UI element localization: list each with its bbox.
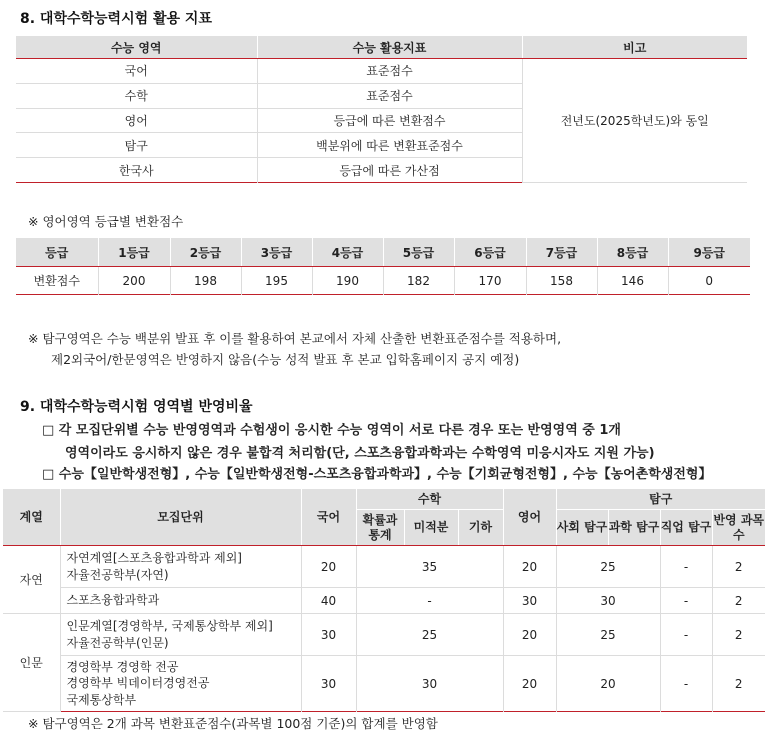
vocational-cell: - — [660, 656, 712, 712]
indicator-cell: 표준점수 — [257, 83, 522, 108]
grade-header: 2등급 — [170, 238, 241, 267]
unit-line: 경영학부 빅데이터경영전공 — [66, 676, 210, 691]
math-cell: 30 — [356, 656, 503, 712]
table-row — [3, 656, 765, 712]
score-cell: 182 — [383, 267, 454, 295]
english-cell: 20 — [503, 546, 556, 588]
grade-header: 등급 — [16, 238, 98, 267]
inquiry-cell: 30 — [556, 588, 660, 614]
grade-header: 3등급 — [241, 238, 312, 267]
count-cell: 2 — [712, 656, 765, 712]
unit-line: 국제통상학부 — [66, 692, 137, 707]
unit-line: 스포츠융합과학과 — [66, 593, 160, 608]
english-cell: 30 — [503, 588, 556, 614]
korean-cell: 30 — [301, 614, 356, 656]
unit-cell — [60, 656, 301, 712]
indicator-cell: 백분위에 따른 변환표준점수 — [257, 133, 522, 158]
inquiry-note-line1: ※ 탐구영역은 수능 백분위 발표 후 이를 활용하여 본교에서 자체 산출한 변환표준점수를 적용하며, — [28, 331, 562, 346]
bullet1-line1: □ 각 모집단위별 수능 반영영역과 수험생이 응시한 수능 영역이 서로 다른 경우 또는 반영영역 중 1개 — [42, 423, 621, 438]
table-row — [16, 267, 750, 295]
table-row — [3, 588, 765, 614]
score-cell: 195 — [241, 267, 312, 295]
score-cell: 198 — [170, 267, 241, 295]
col-header-inquiry: 탐구 — [556, 489, 765, 510]
col-header-area: 수능 영역 — [16, 36, 257, 59]
count-cell: 2 — [712, 588, 765, 614]
col-header-vocational: 직업 탐구 — [660, 510, 712, 546]
reflection-ratio-table — [3, 488, 765, 712]
inquiry-note-line2: 제2외국어/한문영역은 반영하지 않음(수능 성적 발표 후 본교 입학홈페이지 공지 예정) — [51, 352, 520, 367]
unit-cell — [60, 614, 301, 656]
count-cell: 2 — [712, 614, 765, 656]
score-cell: 158 — [526, 267, 597, 295]
english-cell: 20 — [503, 656, 556, 712]
grade-header: 5등급 — [383, 238, 454, 267]
col-header-social: 사회 탐구 — [556, 510, 608, 546]
col-header-remark: 비고 — [522, 36, 747, 59]
score-cell: 190 — [312, 267, 383, 295]
korean-cell: 20 — [301, 546, 356, 588]
inquiry-cell: 20 — [556, 656, 660, 712]
col-header-math: 수학 — [356, 489, 503, 510]
indicator-table — [16, 36, 747, 183]
table-row — [3, 614, 765, 656]
korean-cell: 30 — [301, 656, 356, 712]
score-cell: 200 — [98, 267, 170, 295]
col-header-unit: 모집단위 — [60, 489, 301, 546]
area-cell: 국어 — [16, 59, 257, 84]
col-header-indicator: 수능 활용지표 — [257, 36, 522, 59]
remark-cell: 전년도(2025학년도)와 동일 — [522, 59, 747, 183]
vocational-cell: - — [660, 614, 712, 656]
area-cell: 영어 — [16, 108, 257, 133]
col-header-geometry: 기하 — [458, 510, 503, 546]
math-cell: 35 — [356, 546, 503, 588]
unit-line: 자율전공학부(자연) — [66, 567, 169, 582]
inquiry-footnote: ※ 탐구영역은 2개 과목 변환표준점수(과목별 100점 기준)의 합계를 반영함 — [28, 716, 438, 731]
grade-header: 4등급 — [312, 238, 383, 267]
score-cell: 0 — [668, 267, 750, 295]
korean-cell: 40 — [301, 588, 356, 614]
bullet1-line2: 영역이라도 응시하지 않은 경우 불합격 처리함(단, 스포츠융합과학과는 수학영역 미응시자도 지원 가능) — [65, 446, 655, 461]
area-cell: 한국사 — [118, 163, 154, 178]
unit-cell — [60, 546, 301, 588]
area-cell: 수학 — [16, 83, 257, 108]
english-cell: 20 — [503, 614, 556, 656]
col-header-subject-count: 반영 과목수 — [712, 510, 765, 546]
unit-line: 자율전공학부(인문) — [66, 635, 169, 650]
score-cell: 170 — [454, 267, 526, 295]
grade-header: 6등급 — [454, 238, 526, 267]
field-cell: 자연 — [3, 546, 60, 614]
unit-line: 경영학부 경영학 전공 — [66, 660, 179, 675]
grade-header: 9등급 — [668, 238, 750, 267]
area-cell: 탐구 — [16, 133, 257, 158]
grade-header: 7등급 — [526, 238, 597, 267]
unit-line: 인문계열[경영학부, 국제통상학부 제외] — [66, 619, 273, 634]
indicator-cell: 표준점수 — [257, 59, 522, 84]
vocational-cell: - — [660, 588, 712, 614]
section8-title: 8. 대학수학능력시험 활용 지표 — [20, 11, 212, 27]
grade-header: 1등급 — [98, 238, 170, 267]
table-row — [3, 546, 765, 588]
english-caption: ※ 영어영역 등급별 변환점수 — [28, 214, 184, 229]
col-header-korean: 국어 — [301, 489, 356, 546]
col-header-field: 계열 — [3, 489, 60, 546]
math-cell: - — [356, 588, 503, 614]
inquiry-cell: 25 — [556, 614, 660, 656]
field-cell: 인문 — [3, 614, 60, 712]
indicator-cell: 등급에 따른 가산점 — [257, 158, 522, 183]
inquiry-cell: 25 — [556, 546, 660, 588]
bullet2: □ 수능【일반학생전형】, 수능【일반학생전형-스포츠융합과학과】, 수능【기회균형전형】, 수능【농어촌학생전형】 — [42, 467, 712, 482]
col-header-science: 과학 탐구 — [608, 510, 660, 546]
indicator-cell: 등급에 따른 변환점수 — [257, 108, 522, 133]
col-header-calculus: 미적분 — [404, 510, 458, 546]
count-cell: 2 — [712, 546, 765, 588]
score-cell: 146 — [597, 267, 668, 295]
grade-header: 8등급 — [597, 238, 668, 267]
unit-cell — [60, 588, 301, 614]
unit-line: 자연계열[스포츠융합과학과 제외] — [66, 551, 242, 566]
math-cell: 25 — [356, 614, 503, 656]
col-header-english: 영어 — [503, 489, 556, 546]
row-label: 변환점수 — [33, 274, 80, 288]
section9-title: 9. 대학수학능력시험 영역별 반영비율 — [20, 399, 253, 415]
vocational-cell: - — [660, 546, 712, 588]
english-score-table — [16, 238, 750, 295]
table-row — [16, 59, 747, 84]
col-header-prob-stats: 확률과 통계 — [356, 510, 404, 546]
